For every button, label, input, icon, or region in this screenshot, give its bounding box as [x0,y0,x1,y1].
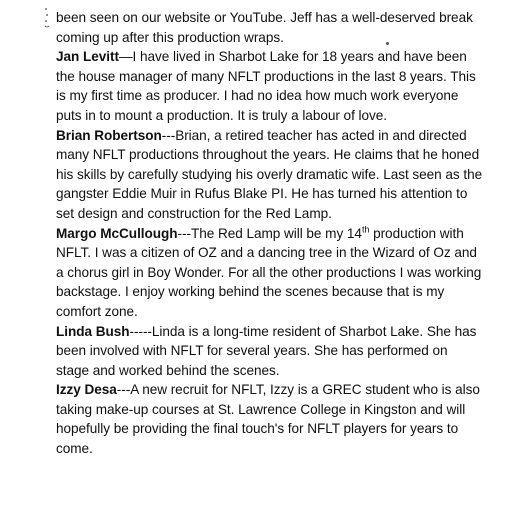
bio-text-continued: production with NFLT. I was a citizen of OZ and a dancing tree in the Wizard of Oz and a chorus girl in Boy Wonder. For all the other productions I was working backstage. I enjoy working behind the scenes because that is my comfort zone. [56,225,482,319]
bio-separator: — [118,49,133,65]
bio-separator: --- [177,225,191,241]
bio-paragraph-izzy-desa [56,380,484,458]
intro-text: been seen on our website or YouTube. Jeff has a well-deserved break coming up after this production wraps. [56,10,473,45]
bio-name: Linda Bush [56,323,130,339]
bio-paragraph-linda-bush [56,322,484,381]
bio-paragraph-jan-levitt [56,47,484,125]
bio-name: Izzy Desa [56,382,117,398]
bio-separator: --- [116,382,131,398]
bio-text: Linda is a long-time resident of Sharbot Lake. She has been involved with NFLT for several years. She has performed on stage and worked behind the scenes. [56,323,477,378]
bio-separator: ----- [129,323,152,339]
bio-text-block [56,8,484,459]
bio-name: Margo McCullough [56,225,178,241]
bio-text: The Red Lamp will be my 14 [190,225,362,241]
bio-name: Jan Levitt [56,49,119,65]
bio-paragraph-brian-robertson [56,126,484,224]
bio-text: I have lived in Sharbot Lake for 18 years and have been the house manager of many NFLT productions in the last 8 years. This is my first time as producer. I had no idea how much work everyone puts in to mount a production. It is truly a labour of love. [56,49,476,123]
bio-paragraph-margo-mccullough [56,224,484,322]
bio-separator: --- [161,127,176,143]
ordinal-suffix: th [361,224,370,234]
bio-name: Brian Robertson [56,127,162,143]
intro-paragraph [56,8,484,47]
bio-text: A new recruit for NFLT, Izzy is a GREC student who is also taking make-up courses at St. Lawrence College in Kingston and will hopefully be providing the final touch's for NFLT players for years to come. [56,382,480,457]
bio-text: Brian, a retired teacher has acted in and directed many NFLT productions throughout the years. He claims that he honed his skills by carefully studying his overly dramatic wife. Last seen as the gangster Eddie Muir in Rufus Blake PI. He has turned his attention to set design and construction for the Red Lamp. [56,127,483,221]
margin-mark-icon [44,6,50,30]
